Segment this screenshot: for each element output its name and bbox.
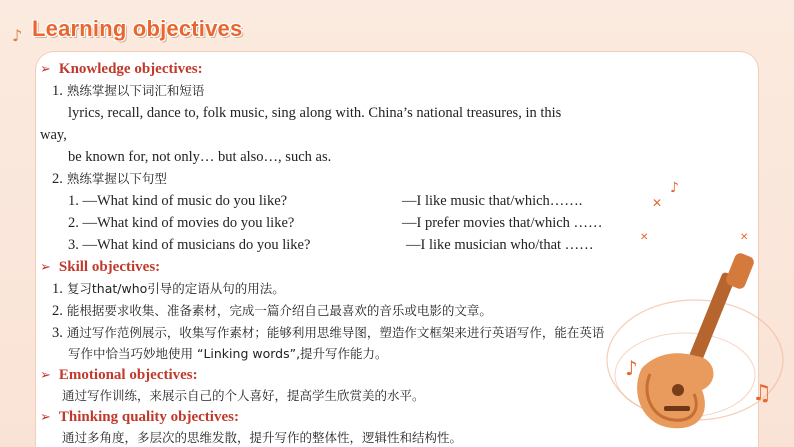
sentence-3-question: 3. —What kind of musicians do you like?: [68, 237, 311, 253]
guitar-icon: [590, 250, 790, 447]
vocab-line-1: lyrics, recall, dance to, folk music, sing along with. China’s national treasures, in this: [68, 105, 562, 121]
sparkle-icon: ✕: [640, 232, 649, 243]
sparkle-icon: ✕: [740, 232, 749, 243]
vocab-line-3: be known for, not only… but also…, such as.: [68, 149, 332, 165]
skill-item-3: 3. 通过写作范例展示，收集写作素材；能够利用思维导图，塑造作文框架来进行英语写作，能在英语: [52, 325, 605, 341]
arrow-bullet-icon: ➢: [40, 259, 51, 274]
sentence-3-answer: —I like musician who/that ……: [406, 237, 594, 253]
sparkle-icon: ✕: [652, 196, 663, 210]
sentence-2-answer: —I prefer movies that/which ……: [402, 215, 603, 231]
skill-item-2: 2. 能根据要求收集、准备素材，完成一篇介绍自己最喜欢的音乐或电影的文章。: [52, 303, 492, 319]
knowledge-item-2: 2. 熟练掌握以下句型: [52, 171, 167, 187]
arrow-bullet-icon: ➢: [40, 409, 51, 424]
svg-text:♪: ♪: [625, 356, 638, 380]
svg-text:♫: ♫: [752, 381, 772, 406]
emotional-text: 通过写作训练，来展示自己的个人喜好，提高学生欣赏美的水平。: [62, 388, 425, 403]
skill-heading-row: [40, 260, 160, 275]
emotional-heading-row: [40, 368, 198, 383]
arrow-bullet-icon: ➢: [40, 367, 51, 382]
thinking-heading: Thinking quality objectives:: [58, 409, 239, 425]
thinking-text: 通过多角度，多层次的思维发散，提升写作的整体性，逻辑性和结构性。: [62, 430, 463, 445]
sentence-2-question: 2. —What kind of movies do you like?: [68, 215, 295, 231]
skill-item-3-continued: 写作中恰当巧妙地使用 “Linking words”,提升写作能力。: [68, 346, 388, 361]
sentence-1-answer: —I like music that/which…….: [402, 193, 583, 209]
knowledge-heading-row: [40, 62, 203, 77]
vocab-line-2: way,: [40, 127, 67, 143]
skill-item-1: 1. 复习that/who引导的定语从句的用法。: [52, 281, 285, 297]
music-note-icon: ♪: [12, 26, 23, 45]
knowledge-heading: Knowledge objectives:: [58, 61, 203, 77]
music-note-icon: ♪: [670, 180, 679, 196]
sentence-1-question: 1. —What kind of music do you like?: [68, 193, 288, 209]
page-title: Learning objectives: [32, 16, 243, 41]
thinking-heading-row: [40, 410, 239, 425]
arrow-bullet-icon: ➢: [40, 61, 51, 76]
title-bar: [0, 8, 794, 44]
skill-heading: Skill objectives:: [58, 259, 161, 275]
emotional-heading: Emotional objectives:: [58, 367, 198, 383]
knowledge-item-1: 1. 熟练掌握以下词汇和短语: [52, 83, 205, 99]
